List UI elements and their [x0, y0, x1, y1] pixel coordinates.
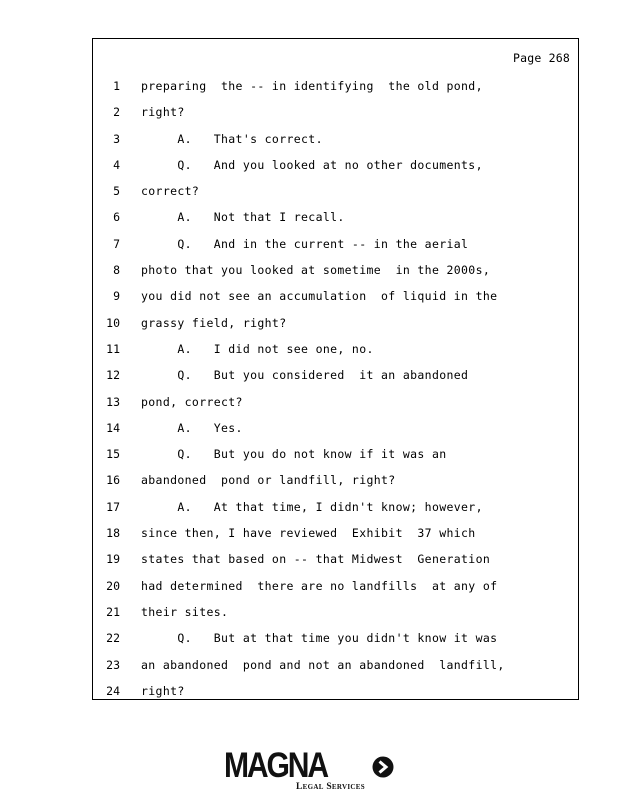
line-text: pond, correct?: [141, 394, 243, 409]
line-number: 22: [106, 631, 120, 646]
line-text: Q. But at that time you didn't know it was: [141, 631, 498, 646]
transcript-line: [93, 415, 578, 441]
line-text: correct?: [141, 184, 200, 199]
page-number: Page 268: [513, 51, 570, 65]
transcript-page: [92, 38, 579, 700]
transcript-line: [93, 283, 578, 309]
transcript-line: [93, 441, 578, 467]
magna-logo: [224, 748, 396, 794]
line-number: 20: [106, 578, 120, 593]
transcript-line: [93, 678, 578, 704]
line-number: 23: [106, 657, 120, 672]
line-text: since then, I have reviewed Exhibit 37 which: [141, 526, 476, 541]
transcript-line: [93, 573, 578, 599]
line-text: grassy field, right?: [141, 315, 287, 330]
transcript-line: [93, 546, 578, 572]
line-number: 13: [106, 394, 120, 409]
line-number: 2: [113, 105, 120, 120]
line-text: A. I did not see one, no.: [141, 341, 374, 356]
line-number: 4: [113, 157, 120, 172]
line-number: 14: [106, 420, 120, 435]
line-text: A. Yes.: [141, 420, 243, 435]
line-number: 19: [106, 552, 120, 567]
transcript-line: [93, 389, 578, 415]
line-text: right?: [141, 105, 185, 120]
line-number: 3: [113, 131, 120, 146]
transcript-line: [93, 362, 578, 388]
line-number: 12: [106, 368, 120, 383]
transcript-line: [93, 73, 578, 99]
line-text: states that based on -- that Midwest Generation: [141, 552, 491, 567]
line-text: an abandoned pond and not an abandoned landfill,: [141, 657, 505, 672]
line-text: Q. And you looked at no other documents,: [141, 157, 483, 172]
transcript-line: [93, 257, 578, 283]
transcript-line: [93, 625, 578, 651]
line-text: had determined there are no landfills at any of: [141, 578, 498, 593]
transcript-line: [93, 99, 578, 125]
right-arrow-circle-icon: [372, 756, 394, 778]
logo-wordmark: MAGNA: [224, 746, 327, 785]
line-number: 21: [106, 604, 120, 619]
line-number: 5: [113, 184, 120, 199]
line-number: 7: [113, 236, 120, 251]
transcript-line: [93, 467, 578, 493]
transcript-line: [93, 204, 578, 230]
transcript-line: [93, 520, 578, 546]
line-text: A. At that time, I didn't know; however,: [141, 499, 483, 514]
transcript-lines: [93, 73, 578, 704]
line-text: photo that you looked at sometime in the 2000s,: [141, 263, 491, 278]
line-text: you did not see an accumulation of liquid in the: [141, 289, 498, 304]
transcript-line: [93, 599, 578, 625]
line-number: 6: [113, 210, 120, 225]
line-text: abandoned pond or landfill, right?: [141, 473, 396, 488]
line-number: 17: [106, 499, 120, 514]
line-text: right?: [141, 683, 185, 698]
transcript-line: [93, 336, 578, 362]
transcript-line: [93, 310, 578, 336]
logo-tagline: Legal Services: [296, 782, 365, 792]
transcript-line: [93, 178, 578, 204]
transcript-line: [93, 494, 578, 520]
line-text: Q. But you considered it an abandoned: [141, 368, 469, 383]
line-number: 8: [113, 263, 120, 278]
line-text: A. Not that I recall.: [141, 210, 345, 225]
line-text: their sites.: [141, 604, 229, 619]
line-number: 16: [106, 473, 120, 488]
transcript-line: [93, 231, 578, 257]
line-number: 15: [106, 447, 120, 462]
transcript-line: [93, 152, 578, 178]
line-text: Q. But you do not know if it was an: [141, 447, 447, 462]
line-number: 24: [106, 683, 120, 698]
line-number: 11: [106, 341, 120, 356]
line-text: Q. And in the current -- in the aerial: [141, 236, 469, 251]
transcript-line: [93, 652, 578, 678]
line-number: 9: [113, 289, 120, 304]
line-number: 1: [113, 79, 120, 93]
transcript-line: [93, 126, 578, 152]
line-number: 18: [106, 526, 120, 541]
line-text: preparing the -- in identifying the old pond,: [141, 79, 483, 93]
line-text: A. That's correct.: [141, 131, 323, 146]
line-number: 10: [106, 315, 120, 330]
